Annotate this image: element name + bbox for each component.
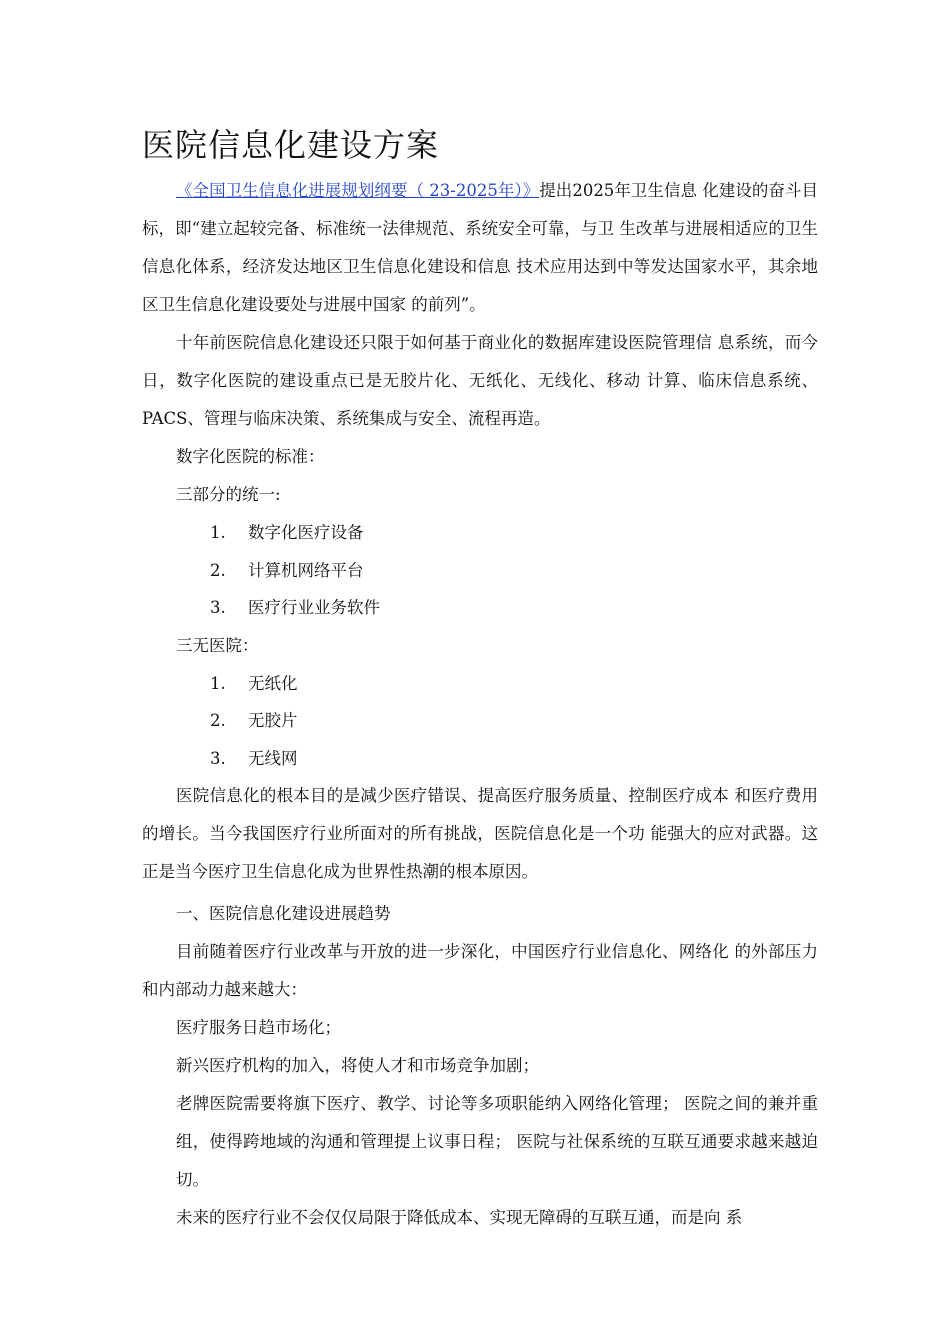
list-item (142, 514, 818, 552)
list-number: 3. (210, 598, 226, 617)
three-none-label: 三无医院： (176, 635, 259, 655)
standard-label: 数字化医院的标准： (176, 447, 325, 466)
list-number: 1. (210, 523, 226, 542)
list-text: 计算机网络平台 (248, 560, 364, 580)
list-number: 2. (210, 711, 226, 730)
paragraph-purpose: 医院信息化的根本目的是减少医疗错误、提高医疗服务质量、控制医疗成本 和医疗费用的增长。当今我国医疗行业所面对的所有挑战，医院信息化是一个功 能强大的应对武器。这正是当今医疗卫生信息化成为世界性热潮的根本原因。 (142, 786, 818, 881)
list-text: 无线网 (248, 748, 298, 768)
list-number: 3. (210, 748, 226, 768)
list-text: 医疗行业业务软件 (248, 598, 380, 617)
paragraph-future: 未来的医疗行业不会仅仅局限于降低成本、实现无障碍的互联互通，而是向 系 (176, 1208, 743, 1227)
list-text: 无纸化 (248, 673, 298, 693)
three-parts-list (142, 514, 818, 627)
list-number: 1. (210, 673, 226, 693)
list-number: 2. (210, 560, 226, 580)
list-text: 无胶片 (248, 711, 298, 730)
three-none-list (142, 665, 818, 778)
trend-item-network: 老牌医院需要将旗下医疗、教学、讨论等多项职能纳入网络化管理； 医院之间的兼并重组，使得跨地域的沟通和管理提上议事日程； 医院与社保系统的互联互通要求越来越迫切。 (176, 1094, 818, 1189)
list-item (142, 702, 818, 740)
list-item (142, 665, 818, 703)
intro-paragraph (142, 172, 818, 324)
section-heading: 一、医院信息化建设进展趋势 (176, 904, 391, 923)
trend-item-competition: 新兴医疗机构的加入，将使人才和市场竞争加剧； (176, 1056, 539, 1075)
three-parts-label: 三部分的统一: (176, 485, 281, 504)
list-item (142, 740, 818, 778)
intro-text: 提出2025年卫生信息 化建设的奋斗目标，即“建立起较完备、标准统一法律规范、系统安全可靠，与卫 生改革与进展相适应的卫生信息化体系，经济发达地区卫生信息化建设和信息 技术应用达到中等发达国家水平，其余地区卫生信息化建设要处与进展中国家 的前列”。 (142, 181, 818, 314)
list-item (142, 552, 818, 590)
document-page (142, 122, 818, 1237)
paragraph-history: 十年前医院信息化建设还只限于如何基于商业化的数据库建设医院管理信 息系统，而今日，数字化医院的建设重点已是无胶片化、无纸化、无线化、移动 计算、临床信息系统、PACS、管理与临床决策、系统集成与安全、流程再造。 (142, 333, 818, 428)
list-item (142, 589, 818, 627)
list-text: 数字化医疗设备 (248, 523, 364, 542)
trend-item-market: 医疗服务日趋市场化； (176, 1018, 341, 1037)
document-title: 医院信息化建设方案 (142, 126, 440, 164)
paragraph-trend: 目前随着医疗行业改革与开放的进一步深化，中国医疗行业信息化、网络化 的外部压力和内部动力越来越大： (142, 942, 818, 999)
plan-outline-link[interactable]: 《全国卫生信息化进展规划纲要（ 23-2025年）》 (176, 181, 540, 200)
